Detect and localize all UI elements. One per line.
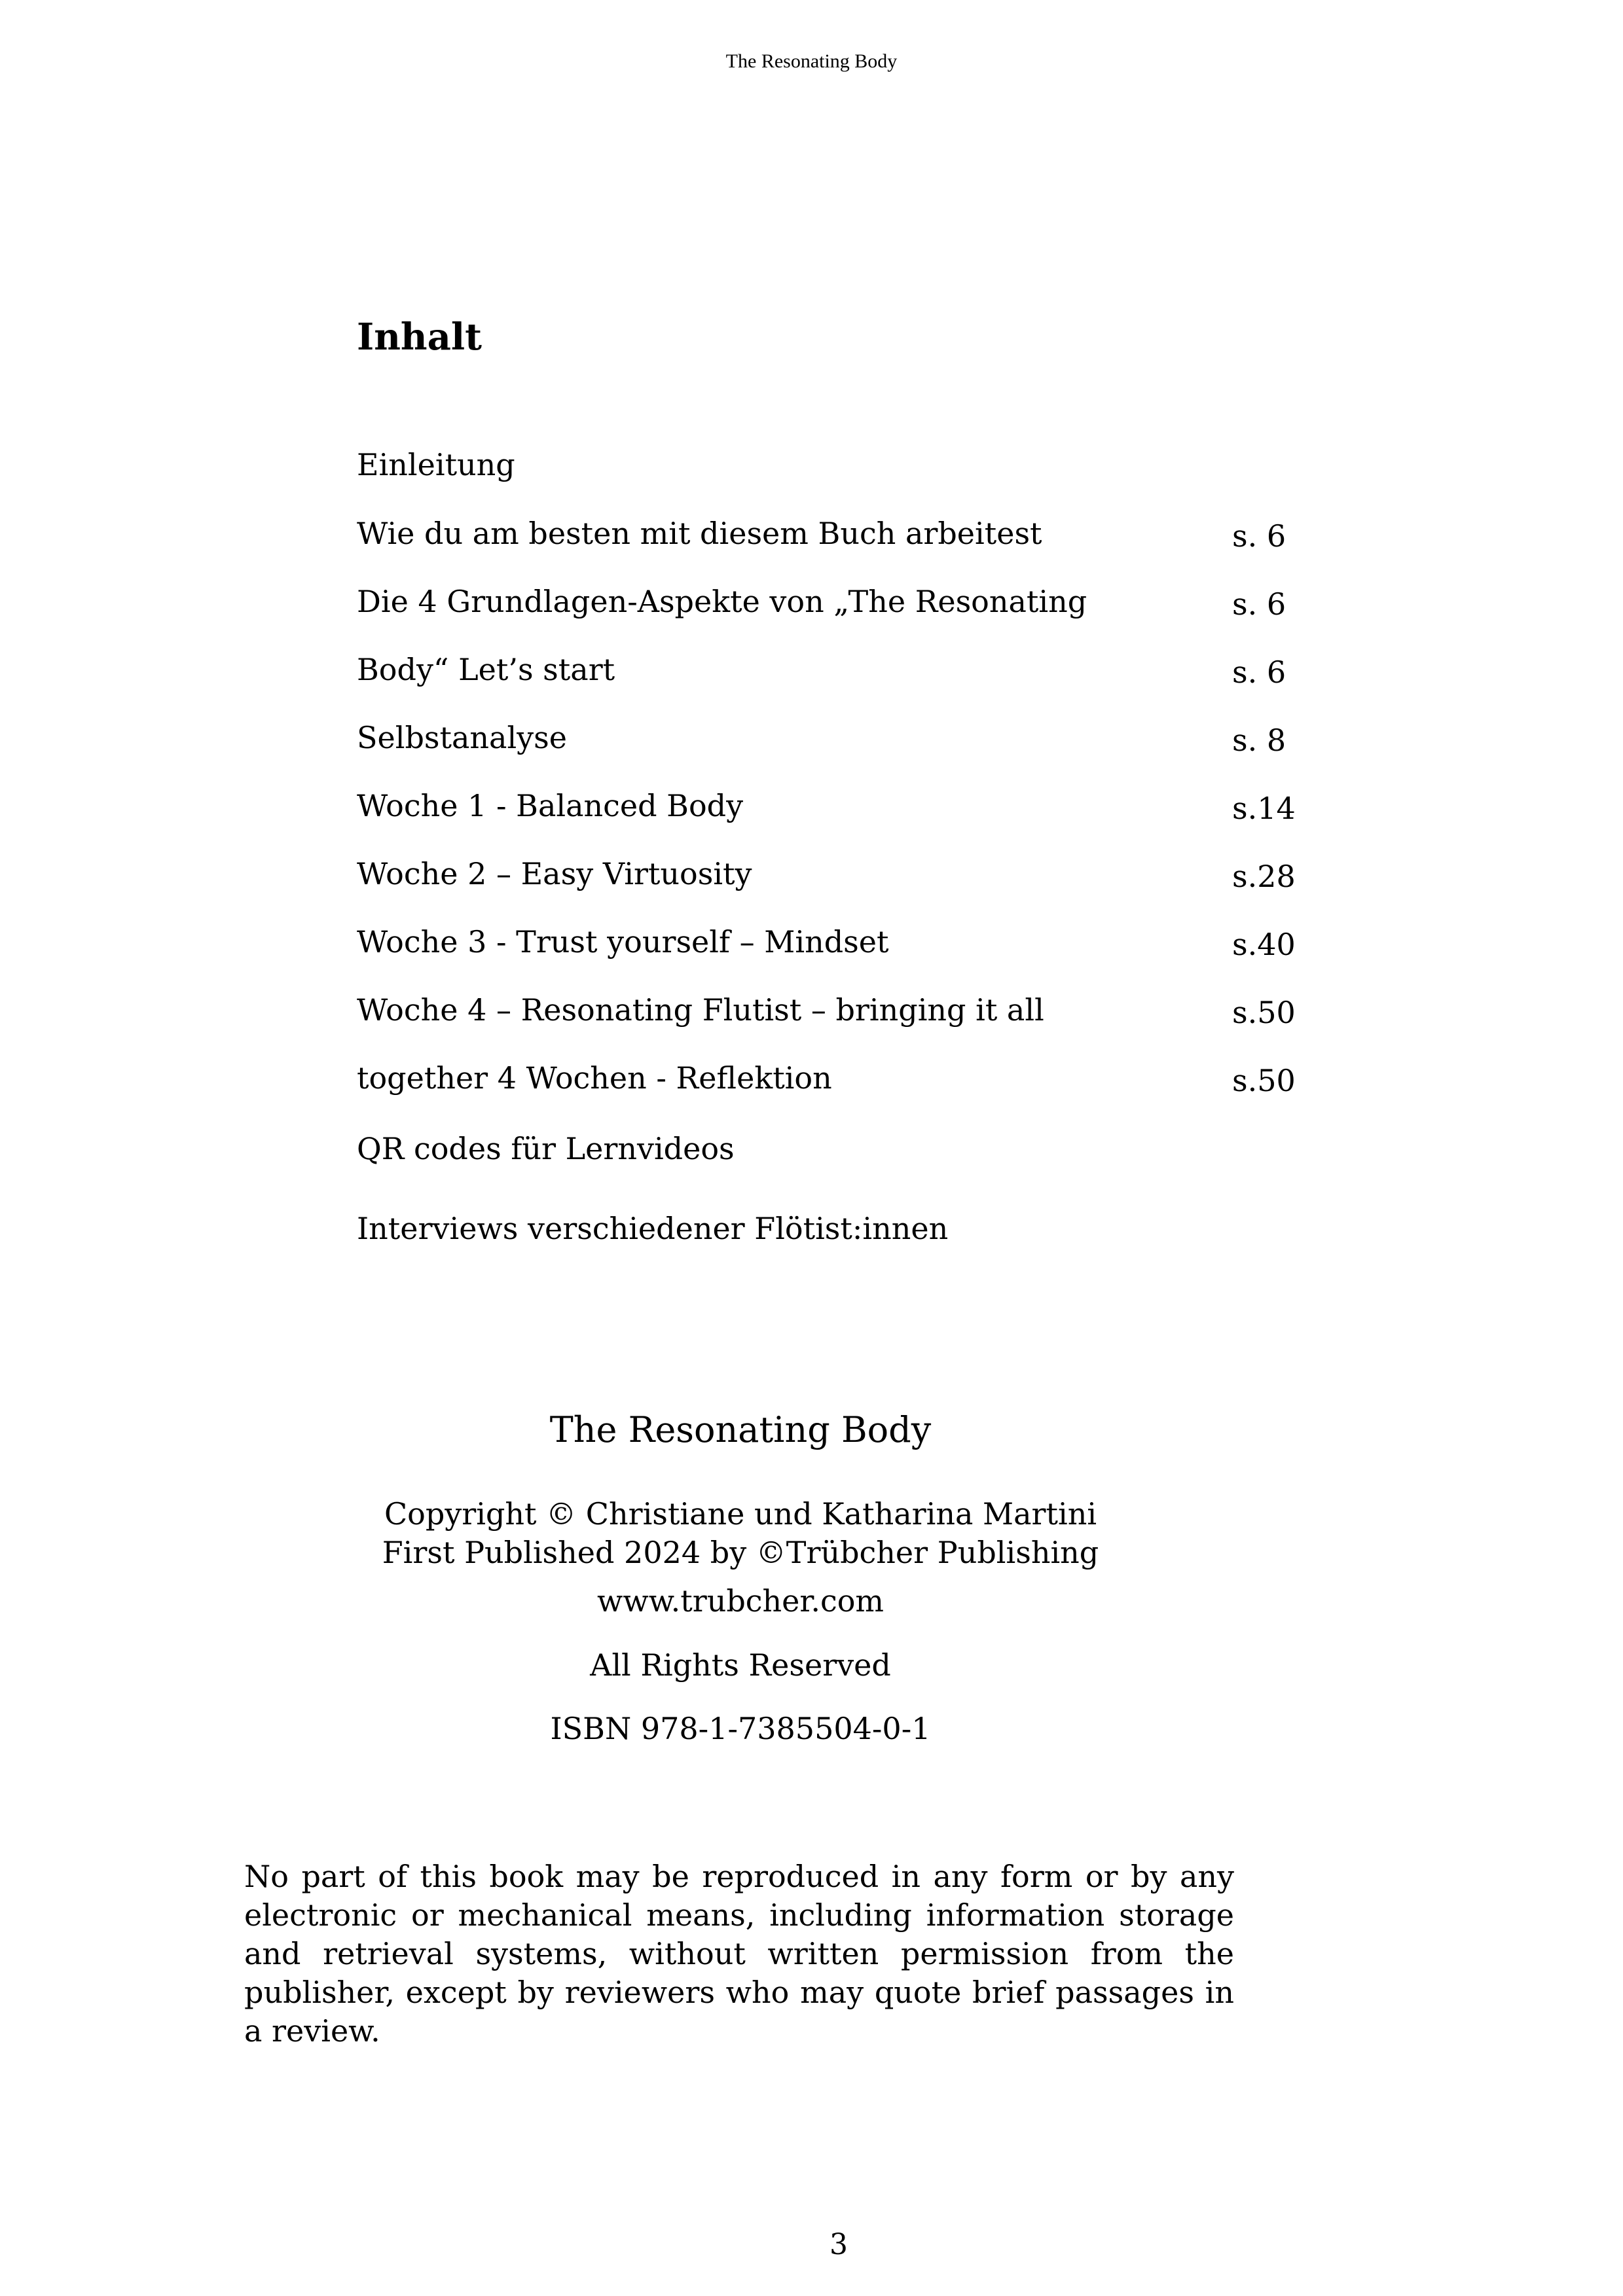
imprint-title: The Resonating Body: [549, 1409, 932, 1450]
imprint-isbn: ISBN 978-1-7385504-0-1: [550, 1711, 931, 1746]
toc-entry-page: s.50: [1232, 995, 1296, 1030]
legal-notice: No part of this book may be reproduced in any form or by any electronic or mechanical means, including information storage and retrieval systems, without written permission from the publisher, except by reviewers who may quote brief passages in a review.: [244, 1859, 1234, 2049]
toc-entry: [357, 919, 1313, 965]
toc-entry: [357, 579, 1313, 624]
toc-entry: [357, 851, 1313, 897]
toc-heading: Inhalt: [357, 315, 483, 359]
toc-entry-title: Woche 4 – Resonating Flutist – bringing it all: [357, 992, 1044, 1028]
toc-entry-title: Selbstanalyse: [357, 720, 567, 755]
toc-entry: [357, 442, 1313, 488]
page-number: 3: [830, 2228, 848, 2261]
toc-entry-page: s. 6: [1232, 655, 1286, 690]
toc-entry-title: Die 4 Grundlagen-Aspekte von „The Resonating: [357, 584, 1087, 619]
toc-entry-title: QR codes für Lernvideos: [357, 1131, 735, 1166]
imprint-rights: All Rights Reserved: [590, 1647, 891, 1683]
toc-entry: [357, 511, 1313, 556]
toc-entry-page: s.28: [1232, 859, 1296, 894]
toc-entry: [357, 647, 1313, 692]
toc-entry-page: s.50: [1232, 1063, 1296, 1098]
toc-entry-page: s. 8: [1232, 723, 1286, 758]
toc-entry-title: Einleitung: [357, 447, 515, 482]
toc-entry-title: Interviews verschiedener Flötist:innen: [357, 1211, 949, 1246]
toc-entry-title: Woche 1 - Balanced Body: [357, 788, 744, 823]
toc-entry-title: together 4 Wochen - Reflektion: [357, 1060, 832, 1096]
toc-entry-page: s. 6: [1232, 586, 1286, 622]
toc-entry-page: s. 6: [1232, 518, 1286, 554]
imprint-published: First Published 2024 by ©Trübcher Publishing: [382, 1535, 1099, 1570]
toc-entry: [357, 987, 1313, 1033]
toc-entry: [357, 715, 1313, 761]
toc-entry-title: Woche 2 – Easy Virtuosity: [357, 856, 752, 891]
running-header: The Resonating Body: [725, 50, 898, 72]
toc-entry: [357, 783, 1313, 829]
toc-entry: [357, 1126, 1313, 1172]
toc-entry: [357, 1206, 1313, 1251]
toc-entry-title: Woche 3 - Trust yourself – Mindset: [357, 924, 889, 960]
toc-entry: [357, 1055, 1313, 1101]
toc-entry-title: Body“ Let’s start: [357, 652, 615, 687]
toc-entry-title: Wie du am besten mit diesem Buch arbeitest: [357, 516, 1042, 551]
imprint-copyright: Copyright © Christiane und Katharina Martini: [384, 1496, 1097, 1532]
toc-entry-page: s.14: [1232, 791, 1296, 826]
toc-entry-page: s.40: [1232, 927, 1296, 962]
imprint-website: www.trubcher.com: [596, 1583, 884, 1619]
